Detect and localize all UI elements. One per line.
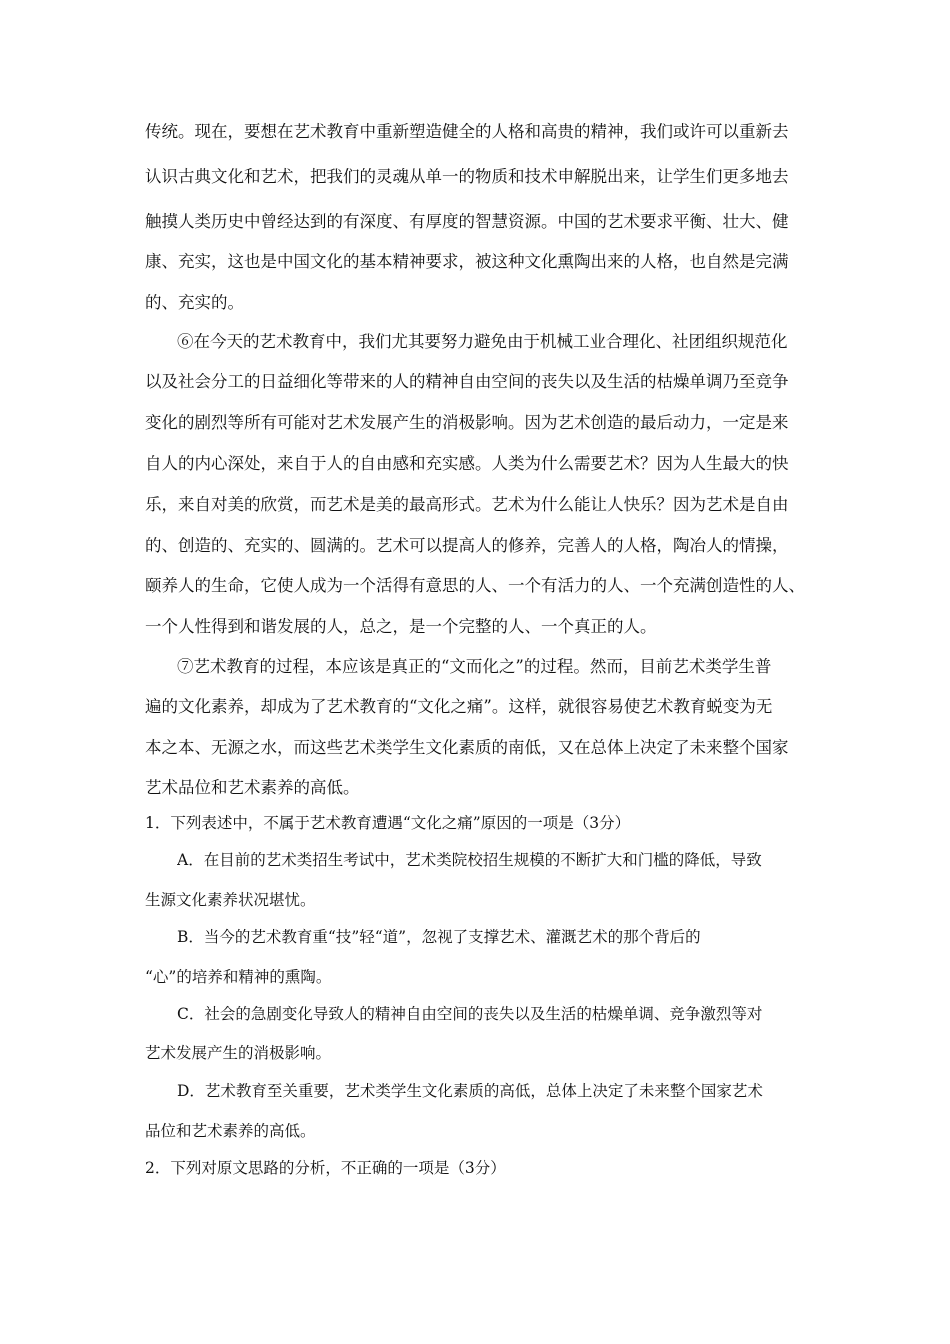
paragraph-6-line: 以及社会分工的日益细化等带来的人的精神自由空间的丧失以及生活的枯燥单调乃至竞争 bbox=[145, 372, 789, 391]
paragraph-5-line: 传统。现在，要想在艺术教育中重新塑造健全的人格和高贵的精神，我们或许可以重新去 bbox=[145, 122, 789, 141]
paragraph-6-line: 一个人性得到和谐发展的人，总之，是一个完整的人、一个真正的人。 bbox=[145, 617, 657, 636]
paragraph-6-line: 乐，来自对美的欣赏，而艺术是美的最高形式。艺术为什么能让人快乐？因为艺术是自由 bbox=[145, 495, 789, 514]
paragraph-6-line: 颐养人的生命，它使人成为一个活得有意思的人、一个有活力的人、一个充满创造性的人、 bbox=[145, 576, 805, 595]
question-2-stem: 2．下列对原文思路的分析，不正确的一项是（3分） bbox=[145, 1159, 506, 1177]
paragraph-6-line: 变化的剧烈等所有可能对艺术发展产生的消极影响。因为艺术创造的最后动力，一定是来 bbox=[145, 413, 789, 432]
paragraph-7-line: 遍的文化素养，却成为了艺术教育的“文化之痛”。这样，就很容易使艺术教育蜕变为无 bbox=[145, 697, 773, 716]
paragraph-7-line: 艺术品位和艺术素养的高低。 bbox=[145, 778, 360, 797]
question-1-option-a: A．在目前的艺术类招生考试中，艺术类院校招生规模的不断扩大和门槛的降低，导致 bbox=[177, 851, 762, 869]
question-1-option-d: D．艺术教育至关重要，艺术类学生文化素质的高低，总体上决定了未来整个国家艺术 bbox=[177, 1082, 763, 1100]
paragraph-5-line: 康、充实，这也是中国文化的基本精神要求，被这种文化熏陶出来的人格，也自然是完满 bbox=[145, 252, 789, 271]
paragraph-7-line: 本之本、无源之水，而这些艺术类学生文化素质的南低，又在总体上决定了未来整个国家 bbox=[145, 738, 789, 757]
paragraph-5-line: 触摸人类历史中曾经达到的有深度、有厚度的智慧资源。中国的艺术要求平衡、壮大、健 bbox=[145, 212, 789, 231]
question-1-option-b-cont: “心”的培养和精神的熏陶。 bbox=[145, 968, 332, 986]
question-1-stem: 1．下列表述中，不属于艺术教育遭遇“文化之痛”原因的一项是（3分） bbox=[145, 814, 631, 832]
paragraph-5-line: 的、充实的。 bbox=[145, 293, 244, 312]
question-1-option-c: C．社会的急剧变化导致人的精神自由空间的丧失以及生活的枯燥单调、竞争激烈等对 bbox=[177, 1005, 763, 1023]
question-1-option-d-cont: 品位和艺术素养的高低。 bbox=[145, 1122, 316, 1140]
question-1-option-a-cont: 生源文化素养状况堪忧。 bbox=[145, 891, 316, 909]
paragraph-6-line: 自人的内心深处，来自于人的自由感和充实感。人类为什么需要艺术？因为人生最大的快 bbox=[145, 454, 789, 473]
question-1-option-c-cont: 艺术发展产生的消极影响。 bbox=[145, 1044, 332, 1062]
paragraph-7-line: ⑦艺术教育的过程，本应该是真正的“文而化之”的过程。然而，目前艺术类学生普 bbox=[177, 657, 772, 676]
paragraph-6-line: ⑥在今天的艺术教育中，我们尤其要努力避免由于机械工业合理化、社团组织规范化 bbox=[177, 332, 788, 351]
paragraph-5-line: 认识古典文化和艺术，把我们的灵魂从单一的物质和技术申解脱出来，让学生们更多地去 bbox=[145, 167, 789, 186]
question-1-option-b: B．当今的艺术教育重“技”轻“道”，忽视了支撑艺术、灌溉艺术的那个背后的 bbox=[177, 928, 701, 946]
paragraph-6-line: 的、创造的、充实的、圆满的。艺术可以提高人的修养，完善人的人格，陶冶人的情操， bbox=[145, 536, 789, 555]
